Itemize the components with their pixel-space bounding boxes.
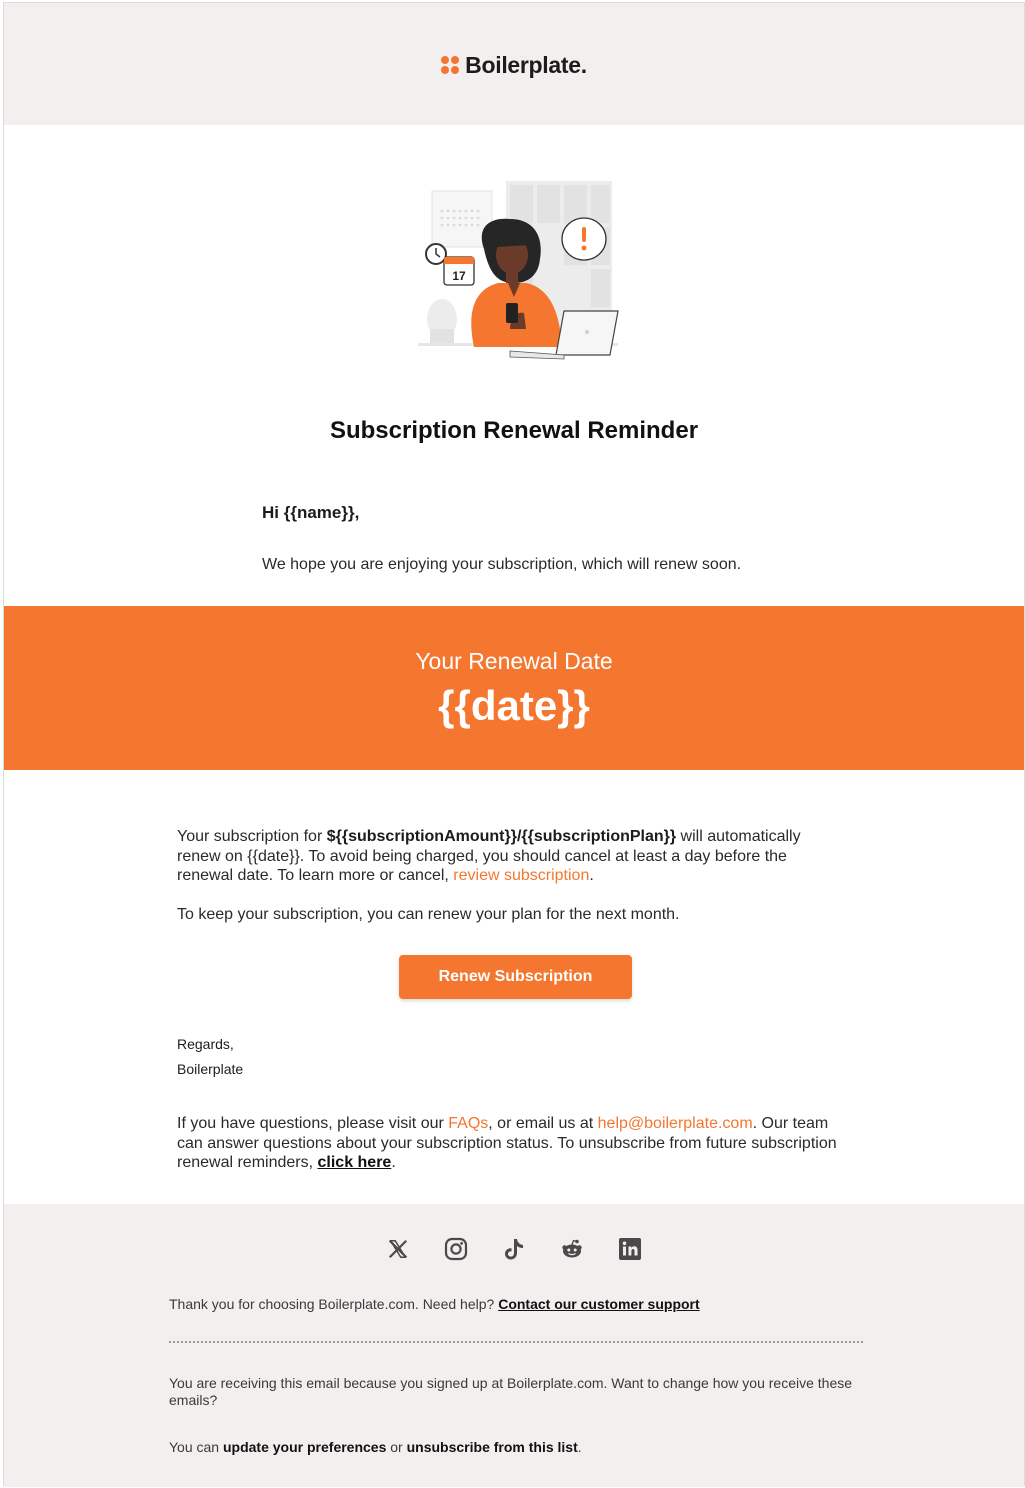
prefs-prefix: You can xyxy=(169,1439,223,1455)
social-links xyxy=(4,1236,1024,1262)
subscription-details xyxy=(177,827,847,886)
renew-instructions: To keep your subscription, you can renew your plan for the next month. xyxy=(177,906,680,923)
review-subscription-link[interactable]: review subscription xyxy=(453,867,590,884)
details-middle: will automatically renew on {{date}}. To avoid being charged, you should cancel at least a day before the renewal date. To learn more or cancel, xyxy=(177,828,801,884)
unsubscribe-list-link[interactable]: unsubscribe from this list xyxy=(406,1439,578,1455)
footer-preferences xyxy=(169,1439,582,1455)
unsubscribe-reminders-link[interactable]: click here xyxy=(317,1154,392,1171)
intro-text: We hope you are enjoying your subscription, which will renew soon. xyxy=(262,556,742,573)
prefs-middle: or xyxy=(386,1439,407,1455)
renewal-date-banner xyxy=(4,606,1024,770)
customer-support-link[interactable]: Contact our customer support xyxy=(498,1296,700,1312)
x-icon[interactable] xyxy=(385,1236,411,1262)
questions-paragraph xyxy=(177,1114,847,1173)
renewal-date-label: Your Renewal Date xyxy=(415,648,613,674)
logo-mark-icon xyxy=(441,56,459,74)
faq-link[interactable]: FAQs xyxy=(448,1115,489,1132)
regards-text: Regards, xyxy=(177,1036,234,1052)
footer-divider xyxy=(169,1341,863,1343)
details-end: . xyxy=(589,867,594,884)
calendar-day-label: 17 xyxy=(452,269,466,283)
sender-name: Boilerplate xyxy=(177,1061,244,1077)
prefs-end: . xyxy=(577,1439,582,1455)
brand-logo[interactable] xyxy=(4,51,1024,79)
details-prefix: Your subscription for xyxy=(177,828,327,845)
email-title: Subscription Renewal Reminder xyxy=(329,417,699,444)
footer-note: You are receiving this email because you signed up at Boilerplate.com. Want to change how you receive these emails? xyxy=(169,1375,853,1408)
email-frame xyxy=(3,2,1025,1486)
hero-illustration xyxy=(414,179,624,361)
linkedin-icon[interactable] xyxy=(617,1236,643,1262)
questions-end: . xyxy=(391,1154,396,1171)
email-header xyxy=(4,3,1024,125)
questions-middle: , or email us at xyxy=(488,1115,598,1132)
signoff xyxy=(177,1032,243,1082)
greeting: Hi {{name}}, xyxy=(262,503,360,522)
renewal-date-value: {{date}} xyxy=(438,682,590,729)
email-footer xyxy=(4,1204,1024,1487)
tiktok-icon[interactable] xyxy=(501,1236,527,1262)
brand-name: Boilerplate. xyxy=(465,51,587,78)
reddit-icon[interactable] xyxy=(559,1236,585,1262)
update-preferences-link[interactable]: update your preferences xyxy=(222,1439,387,1455)
support-email-link[interactable]: help@boilerplate.com xyxy=(597,1115,753,1132)
questions-after-email: . Our team can answer questions about your subscription status. To unsubscribe from future subscription renewal reminders, xyxy=(177,1115,837,1171)
renew-subscription-button[interactable]: Renew Subscription xyxy=(399,955,632,999)
footer-help-text: Thank you for choosing Boilerplate.com. Need help? xyxy=(169,1296,499,1312)
subscription-amount: ${{subscriptionAmount}}/{{subscriptionPlan}} xyxy=(326,828,677,845)
questions-prefix: If you have questions, please visit our xyxy=(177,1115,449,1132)
footer-help xyxy=(169,1296,700,1312)
instagram-icon[interactable] xyxy=(443,1236,469,1262)
